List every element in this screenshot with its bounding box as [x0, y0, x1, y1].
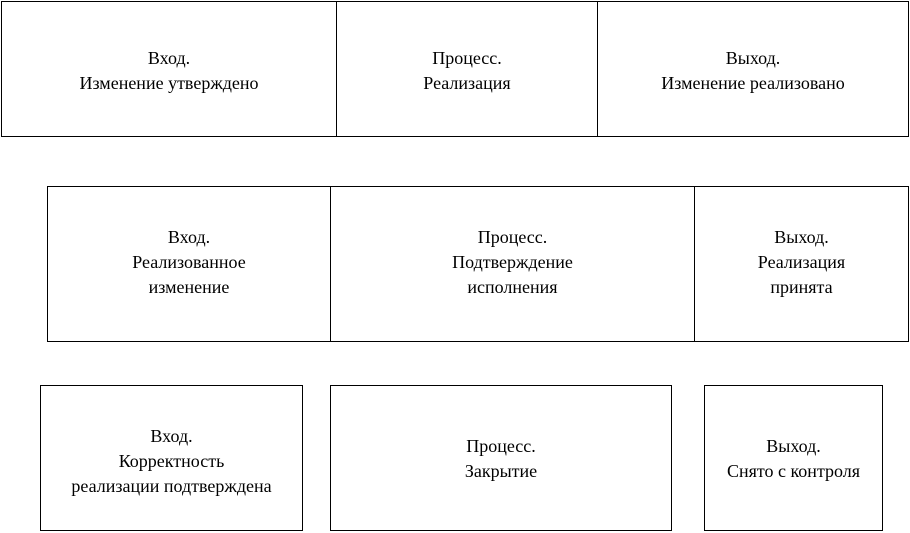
box-line: Выход. — [725, 48, 781, 68]
box-line: Реализация — [423, 73, 511, 93]
box-line: Подтверждение — [452, 251, 573, 272]
output-box-implementation-accepted — [694, 186, 909, 342]
box-line: Корректность — [118, 450, 225, 471]
box-line: Изменение реализовано — [661, 73, 845, 93]
process-box-closure — [330, 385, 672, 531]
box-line: Закрытие — [464, 461, 538, 481]
output-box-change-implemented — [597, 1, 909, 137]
output-box-removed-from-control — [704, 385, 883, 531]
box-line: Снято с контроля — [726, 461, 861, 481]
box-line: Вход. — [167, 226, 211, 247]
box-line: Выход. — [766, 436, 821, 456]
box-line: Выход. — [774, 226, 829, 247]
input-box-implemented-change — [47, 186, 331, 342]
box-line: исполнения — [467, 276, 558, 297]
box-line: Реализация — [757, 251, 846, 272]
box-line: принята — [770, 276, 833, 297]
box-line: Вход. — [150, 425, 193, 446]
process-box-implementation — [336, 1, 598, 137]
box-line: Процесс. — [466, 436, 536, 456]
input-box-implementation-confirmed — [40, 385, 303, 531]
box-line: реализации подтверждена — [71, 475, 272, 496]
box-line: Процесс. — [432, 48, 502, 68]
box-line: Изменение утверждено — [79, 73, 259, 93]
box-line: Реализованное — [132, 251, 246, 272]
input-box-change-approved — [1, 1, 337, 137]
box-line: Вход. — [147, 48, 191, 68]
process-box-execution-confirmation — [330, 186, 695, 342]
box-line: Процесс. — [477, 226, 548, 247]
box-line: изменение — [148, 276, 230, 297]
